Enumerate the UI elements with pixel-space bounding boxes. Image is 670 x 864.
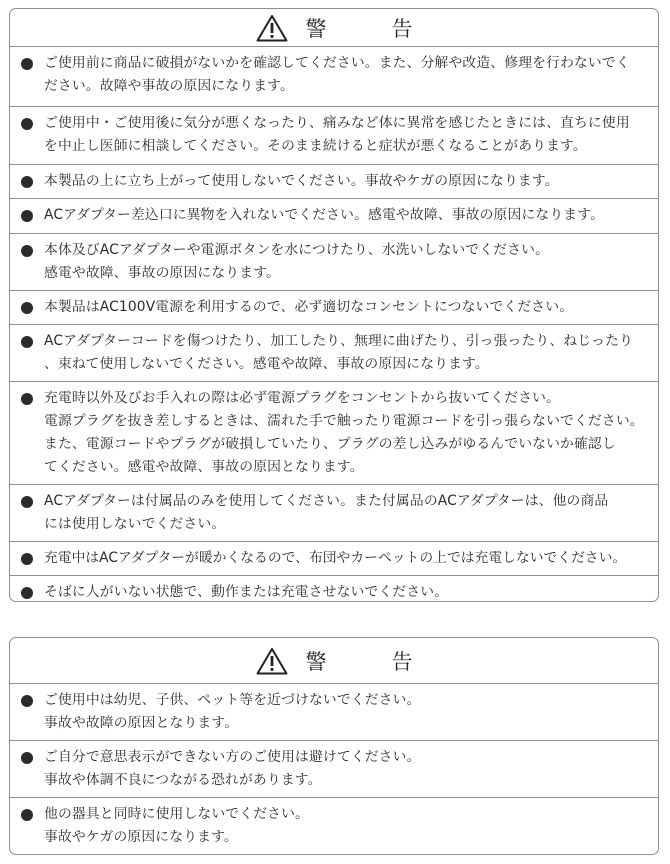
bullet-dot-icon [21,496,33,508]
warning-item [10,234,658,291]
warning-item [10,382,658,485]
warning-item-text: そばに人がいない状態で、動作または充電させないでください。 [44,584,449,600]
bullet-dot-icon [21,336,33,348]
bullet-dot-icon [21,210,33,222]
warning-item-text: ご自分で意思表示ができない方のご使用は避けてください。 事故や体調不良につながる恐れがあります。 [44,749,421,788]
warning-header-2 [10,638,658,684]
warning-item [10,199,658,234]
warning-item-text: ご使用中は幼児、子供、ペット等を近づけないでください。 事故や故障の原因となります。 [44,692,421,731]
bullet-dot-icon [21,58,33,70]
warning-item-text: ACアダプターは付属品のみを使用してください。また付属品のACアダプターは、他の商品 には使用しないでください。 [44,493,609,532]
warning-header-1 [10,9,658,47]
bullet-dot-icon [21,587,33,599]
warning-item-text: 本製品の上に立ち上がって使用しないでください。事故やケガの原因になります。 [44,173,559,189]
bullet-dot-icon [21,752,33,764]
warning-item-text: ACアダプターコードを傷つけたり、加工したり、無理に曲げたり、引っ張ったり、ねじったり 、束ねて使用しないでください。感電や故障、事故の原因になります。 [44,333,634,372]
warning-item-text: 充電時以外及びお手入れの際は必ず電源プラグをコンセントから抜いてください。 電源プラグを抜き差しするときは、濡れた手で触ったり電源コードを引っ張らないでください。 また、電源コードやプラグが破損していたり、プラグの差し込みがゆるんでいないか確認し てください。感電や故障、事故の原因となります。 [44,390,644,475]
warning-item [10,291,658,325]
bullet-dot-icon [21,118,33,130]
warning-item [10,165,658,199]
warning-box-2 [9,637,659,855]
bullet-dot-icon [21,809,33,821]
warning-item-text: ご使用前に商品に破損がないかを確認してください。また、分解や改造、修理を行わないでく ださい。故障や事故の原因になります。 [44,55,630,94]
warning-item-text: 本体及びACアダプターや電源ボタンを水につけたり、水洗いしないでください。 感電や故障、事故の原因になります。 [44,242,550,281]
warning-item-text: 充電中はACアダプターが暖かくなるので、布団やカーペットの上では充電しないでください。 [44,550,627,566]
warning-item [10,542,658,576]
bullet-dot-icon [21,245,33,257]
bullet-dot-icon [21,393,33,405]
warning-box-1 [9,8,659,602]
bullet-dot-icon [21,695,33,707]
warning-item-text: 本製品はAC100V電源を利用するので、必ず適切なコンセントにつないでください。 [44,299,574,315]
warning-item [10,485,658,542]
bullet-dot-icon [21,176,33,188]
warning-item [10,325,658,382]
warning-title-2: 警 告 [305,649,435,674]
bullet-dot-icon [21,553,33,565]
warning-item-text: ご使用中・ご使用後に気分が悪くなったり、痛みなど体に異常を感じたときには、直ちに使用 を中止し医師に相談してください。そのまま続けると症状が悪くなることがあります。 [44,115,630,154]
warning-item-text: ACアダプター差込口に異物を入れないでください。感電や故障、事故の原因になります。 [44,207,605,223]
warning-item [10,47,658,107]
warning-title-1: 警 告 [305,16,435,41]
warning-triangle-icon [256,647,288,675]
warning-item [10,798,658,854]
warning-triangle-icon [256,14,288,42]
bullet-dot-icon [21,302,33,314]
warning-item-text: 他の器具と同時に使用しないでください。 事故やケガの原因になります。 [44,806,309,845]
warning-item [10,107,658,165]
warning-item [10,741,658,798]
warning-item [10,576,658,602]
warning-item [10,684,658,741]
